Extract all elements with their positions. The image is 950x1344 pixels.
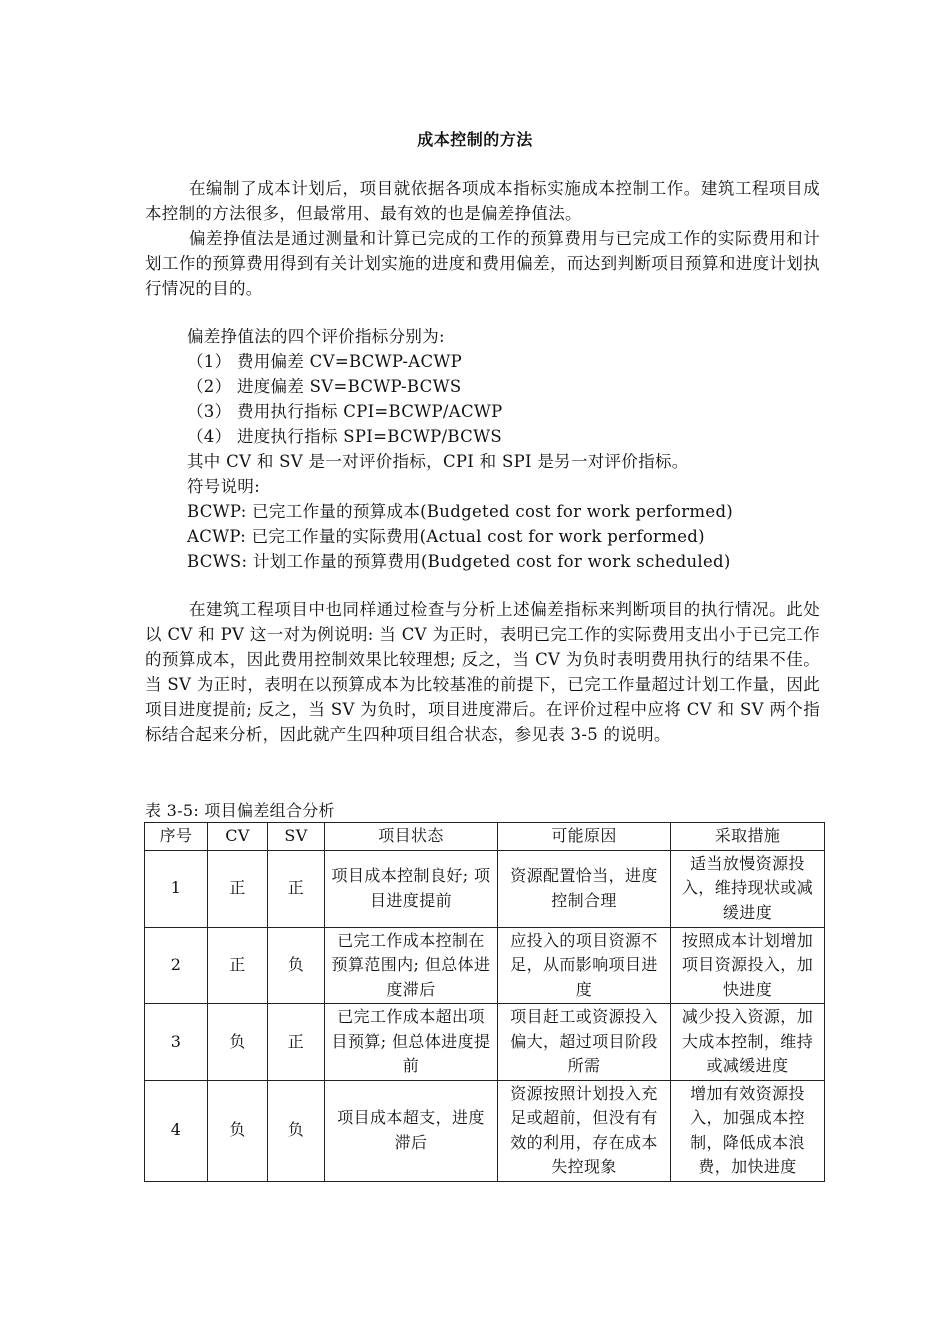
table-cell: 资源配置恰当，进度控制合理 — [498, 850, 671, 927]
symbol-item: BCWP: 已完工作量的预算成本(Budgeted cost for work performed) — [187, 502, 734, 521]
table-cell: 负 — [268, 1080, 325, 1181]
table-cell: 适当放慢资源投入，维持现状或减缓进度 — [671, 850, 825, 927]
table-cell: 负 — [208, 1004, 268, 1081]
symbol-item: BCWS: 计划工作量的预算费用(Budgeted cost for work scheduled) — [187, 552, 731, 571]
symbol-item: ACWP: 已完工作量的实际费用(Actual cost for work performed) — [187, 527, 705, 546]
table-cell: 正 — [208, 927, 268, 1004]
paragraph-intro: 在编制了成本计划后，项目就依据各项成本指标实施成本控制工作。建筑工程项目成本控制的方法很多，但最常用、最有效的也是偏差挣值法。 — [145, 179, 820, 223]
table-cell: 3 — [145, 1004, 208, 1081]
table-cell: 资源按照计划投入充足或超前，但没有有效的利用，存在成本失控现象 — [498, 1080, 671, 1181]
indicators-intro: 偏差挣值法的四个评价指标分别为: — [187, 327, 445, 346]
table-header-row — [145, 823, 825, 851]
table-cell: 4 — [145, 1080, 208, 1181]
header-cell: 项目状态 — [325, 823, 498, 851]
table-cell: 1 — [145, 850, 208, 927]
table-cell: 应投入的项目资源不足，从而影响项目进度 — [498, 927, 671, 1004]
table-cell: 正 — [208, 850, 268, 927]
indicator-item: （2） 进度偏差 SV=BCWP-BCWS — [187, 377, 462, 396]
header-cell: 可能原因 — [498, 823, 671, 851]
symbols-heading: 符号说明: — [187, 477, 261, 496]
header-cell: CV — [208, 823, 268, 851]
paragraph-method: 偏差挣值法是通过测量和计算已完成的工作的预算费用与已完成工作的实际费用和计划工作的预算费用得到有关计划实施的进度和费用偏差，而达到判断项目预算和进度计划执行情况的目的。 — [145, 229, 820, 298]
table-row — [145, 1004, 825, 1081]
table-cell: 负 — [268, 927, 325, 1004]
pairs-note: 其中 CV 和 SV 是一对评价指标，CPI 和 SPI 是另一对评价指标。 — [187, 452, 689, 471]
table-cell: 项目赶工或资源投入偏大，超过项目阶段所需 — [498, 1004, 671, 1081]
table-cell: 按照成本计划增加项目资源投入，加快进度 — [671, 927, 825, 1004]
table-cell: 负 — [208, 1080, 268, 1181]
table-cell: 正 — [268, 850, 325, 927]
page-title: 成本控制的方法 — [417, 130, 533, 149]
table-cell: 项目成本控制良好; 项目进度提前 — [325, 850, 498, 927]
indicators-block — [187, 324, 445, 349]
table-cell: 项目成本超支，进度滞后 — [325, 1080, 498, 1181]
table-cell: 正 — [268, 1004, 325, 1081]
table-cell: 已完工作成本超出项目预算; 但总体进度提前 — [325, 1004, 498, 1081]
table-row — [145, 850, 825, 927]
table-caption: 表 3-5: 项目偏差组合分析 — [145, 801, 335, 820]
table-row — [145, 1080, 825, 1181]
paragraph-application: 在建筑工程项目中也同样通过检查与分析上述偏差指标来判断项目的执行情况。此处以 CV 和 PV 这一对为例说明: 当 CV 为正时，表明已完工作的实际费用支出小于已完工作的预算成本，因此费用控制效果比较理想; 反之，当 CV 为负时表明费用执行的结果不佳。当 SV 为正时，表明在以预算成本为比较基准的前提下，已完工作量超过计划工作量，因此项目进度提前; 反之，当 SV 为负时，项目进度滞后。在评价过程中应将 CV 和 SV 两个指标结合起来分析，因此就产生四种项目组合状态，参见表 3-5 的说明。 — [145, 600, 820, 744]
indicator-item: （3） 费用执行指标 CPI=BCWP/ACWP — [187, 402, 503, 421]
indicator-item: （4） 进度执行指标 SPI=BCWP/BCWS — [187, 427, 502, 446]
table-cell: 已完工作成本控制在预算范围内; 但总体进度滞后 — [325, 927, 498, 1004]
table-row — [145, 927, 825, 1004]
indicator-item: （1） 费用偏差 CV=BCWP-ACWP — [187, 352, 463, 371]
table-cell: 2 — [145, 927, 208, 1004]
header-cell: 序号 — [145, 823, 208, 851]
indicator-list — [187, 349, 733, 574]
table-cell: 增加有效资源投入，加强成本控制，降低成本浪费，加快进度 — [671, 1080, 825, 1181]
deviation-analysis-table — [144, 822, 825, 1182]
header-cell: SV — [268, 823, 325, 851]
table-cell: 减少投入资源，加大成本控制，维持或减缓进度 — [671, 1004, 825, 1081]
header-cell: 采取措施 — [671, 823, 825, 851]
